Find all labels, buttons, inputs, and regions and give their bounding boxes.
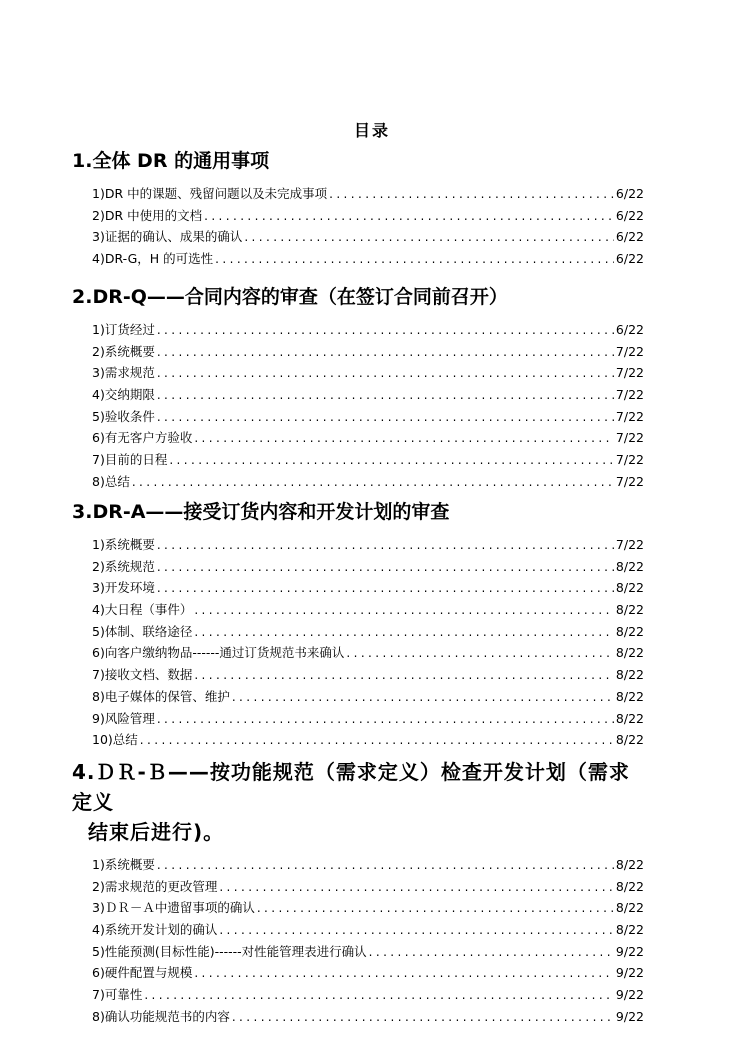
- entry-list: [72, 535, 648, 752]
- toc-entry-page-number: 8/22: [615, 645, 644, 661]
- dot-leader: [169, 453, 614, 467]
- toc-entry[interactable]: [72, 643, 648, 665]
- dot-leader: [157, 345, 614, 359]
- section-heading: 3.DR-A——接受订货内容和开发计划的审查: [72, 501, 450, 523]
- toc-entry[interactable]: [72, 730, 648, 752]
- dot-leader: [140, 733, 614, 747]
- dot-leader: [215, 252, 614, 266]
- toc-entry-label: 1)系统概要: [92, 537, 155, 552]
- toc-entry-page-number: 8/22: [615, 688, 644, 704]
- dot-leader: [232, 690, 614, 704]
- toc-entry[interactable]: [72, 622, 648, 644]
- toc-section-4: [72, 757, 648, 1029]
- toc-entry[interactable]: [72, 877, 648, 899]
- toc-entry[interactable]: [72, 342, 648, 364]
- dot-leader: [244, 230, 614, 244]
- dot-leader: [232, 1010, 614, 1024]
- dot-leader: [219, 923, 614, 937]
- toc-entry-label: 4)大日程（事件）: [92, 602, 193, 618]
- toc-entry-page-number: 6/22: [615, 229, 644, 245]
- entry-list: [72, 320, 648, 494]
- toc-entry-page-number: 8/22: [615, 667, 644, 683]
- toc-entry[interactable]: [72, 450, 648, 472]
- toc-entry-page-number: 8/22: [615, 623, 644, 639]
- toc-entry-page-number: 8/22: [615, 922, 644, 938]
- toc-entry-page-number: 9/22: [615, 1008, 644, 1024]
- toc-entry-label: 1)系统概要: [92, 857, 155, 872]
- dot-leader: [346, 646, 614, 660]
- toc-entry[interactable]: [72, 249, 648, 271]
- toc-entry-page-number: 7/22: [615, 387, 644, 403]
- toc-entry-page-number: 8/22: [615, 878, 644, 894]
- toc-section-2: [72, 282, 648, 494]
- toc-title: 目录: [353, 121, 390, 140]
- toc-entry[interactable]: [72, 535, 648, 557]
- toc-entry-page-number: 8/22: [615, 732, 644, 748]
- toc-entry-label: 7)目前的日程: [92, 452, 168, 468]
- entry-list: [72, 184, 648, 271]
- toc-entry[interactable]: [72, 363, 648, 385]
- dot-leader: [157, 366, 614, 380]
- dot-leader: [194, 431, 614, 445]
- dot-leader: [157, 388, 614, 402]
- toc-entry-label: 7)可靠性: [92, 987, 143, 1003]
- toc-entry-page-number: 7/22: [615, 343, 644, 359]
- toc-entry-label: 3)开发环境: [92, 580, 155, 596]
- toc-entry-page-number: 6/22: [615, 322, 644, 337]
- toc-entry-page-number: 7/22: [615, 408, 644, 424]
- dot-leader: [157, 410, 614, 424]
- toc-entry[interactable]: [72, 557, 648, 579]
- toc-entry-label: 2)需求规范的更改管理: [92, 878, 218, 894]
- toc-entry[interactable]: [72, 942, 648, 964]
- toc-entry-page-number: 8/22: [615, 580, 644, 596]
- dot-leader: [157, 323, 614, 337]
- dot-leader: [157, 858, 614, 872]
- toc-entry[interactable]: [72, 600, 648, 622]
- toc-entry[interactable]: [72, 184, 648, 206]
- dot-leader: [194, 625, 614, 639]
- toc-entry-label: 4)DR-G，H 的可选性: [92, 251, 214, 267]
- toc-entry-page-number: 8/22: [615, 602, 644, 618]
- dot-leader: [194, 966, 614, 980]
- dot-leader: [132, 475, 614, 489]
- toc-entry-label: 2)系统规范: [92, 558, 155, 574]
- toc-entry-label: 4)系统开发计划的确认: [92, 922, 218, 938]
- toc-entry[interactable]: [72, 1007, 648, 1029]
- section-heading-line-2: 结束后进行)。: [88, 820, 225, 844]
- dot-leader: [157, 712, 614, 726]
- toc-entry-label: 3)需求规范: [92, 365, 155, 381]
- toc-entry-page-number: 7/22: [615, 452, 644, 468]
- dot-leader: [369, 945, 614, 959]
- toc-entry-page-number: 6/22: [615, 186, 644, 201]
- toc-entry[interactable]: [72, 855, 648, 877]
- toc-entry[interactable]: [72, 578, 648, 600]
- toc-entry-label: 3)ＤＲ－Ａ中遗留事项的确认: [92, 900, 255, 916]
- dot-leader: [157, 581, 614, 595]
- toc-entry-label: 5)验收条件: [92, 408, 155, 424]
- toc-entry[interactable]: [72, 320, 648, 342]
- toc-entry-label: 8)确认功能规范书的内容: [92, 1008, 230, 1024]
- dot-leader: [204, 209, 614, 223]
- dot-leader: [157, 538, 614, 552]
- toc-entry-page-number: 9/22: [615, 965, 644, 981]
- toc-entry[interactable]: [72, 428, 648, 450]
- section-heading: 2.DR-Q——合同内容的审查（在签订合同前召开）: [72, 286, 508, 308]
- dot-leader: [194, 668, 614, 682]
- section-heading: [72, 757, 648, 847]
- dot-leader: [194, 603, 614, 617]
- dot-leader: [144, 988, 614, 1002]
- toc-entry-page-number: 8/22: [615, 710, 644, 726]
- dot-leader: [219, 880, 614, 894]
- toc-entry[interactable]: [72, 920, 648, 942]
- toc-entry-label: 5)性能预测(目标性能)------对性能管理表进行确认: [92, 943, 367, 959]
- toc-entry-label: 6)有无客户方验收: [92, 430, 193, 446]
- toc-entry-page-number: 7/22: [615, 473, 644, 489]
- toc-entry[interactable]: [72, 665, 648, 687]
- toc-entry-page-number: 6/22: [615, 251, 644, 267]
- toc-entry[interactable]: [72, 985, 648, 1007]
- dot-leader: [157, 560, 614, 574]
- toc-entry[interactable]: [72, 687, 648, 709]
- dot-leader: [257, 901, 614, 915]
- toc-entry-page-number: 8/22: [615, 857, 644, 872]
- toc-entry[interactable]: [72, 227, 648, 249]
- toc-entry[interactable]: [72, 407, 648, 429]
- toc-entry-label: 7)接收文档、数据: [92, 667, 193, 683]
- section-heading-line-1: 4.ＤＲ-Ｂ——按功能规范（需求定义）检查开发计划（需求定义: [72, 760, 630, 814]
- toc-entry-label: 6)向客户缴纳物品------通过订货规范书来确认: [92, 645, 345, 661]
- toc-entry-page-number: 9/22: [615, 943, 644, 959]
- toc-entry-label: 10)总结: [92, 732, 138, 748]
- toc-entry-page-number: 7/22: [615, 365, 644, 381]
- toc-entry-label: 1)订货经过: [92, 322, 155, 337]
- toc-entry-label: 4)交纳期限: [92, 387, 155, 403]
- toc-entry-page-number: 6/22: [615, 207, 644, 223]
- toc-entry-page-number: 8/22: [615, 558, 644, 574]
- toc-entry-page-number: 8/22: [615, 900, 644, 916]
- toc-entry-page-number: 9/22: [615, 987, 644, 1003]
- toc-entry-page-number: 7/22: [615, 430, 644, 446]
- toc-entry-label: 2)系统概要: [92, 343, 155, 359]
- toc-entry-label: 3)证据的确认、成果的确认: [92, 229, 243, 245]
- toc-entry-label: 6)硬件配置与规模: [92, 965, 193, 981]
- entry-list: [72, 855, 648, 1029]
- section-heading: 1.全体 DR 的通用事项: [72, 150, 270, 172]
- toc-entry[interactable]: [72, 963, 648, 985]
- toc-entry-label: 2)DR 中使用的文档: [92, 207, 203, 223]
- toc-entry[interactable]: [72, 385, 648, 407]
- toc-entry[interactable]: [72, 898, 648, 920]
- toc-entry-label: 1)DR 中的课题、残留问题以及未完成事项: [92, 186, 328, 201]
- toc-entry[interactable]: [72, 709, 648, 731]
- dot-leader: [329, 187, 614, 201]
- toc-section-3: [72, 497, 648, 752]
- toc-entry-label: 9)风险管理: [92, 710, 155, 726]
- toc-entry-label: 5)体制、联络途径: [92, 623, 193, 639]
- toc-entry-label: 8)电子媒体的保管、维护: [92, 688, 230, 704]
- toc-entry-page-number: 7/22: [615, 537, 644, 552]
- toc-entry-label: 8)总结: [92, 473, 130, 489]
- toc-entry[interactable]: [72, 472, 648, 494]
- toc-section-1: [72, 146, 648, 271]
- toc-entry[interactable]: [72, 206, 648, 228]
